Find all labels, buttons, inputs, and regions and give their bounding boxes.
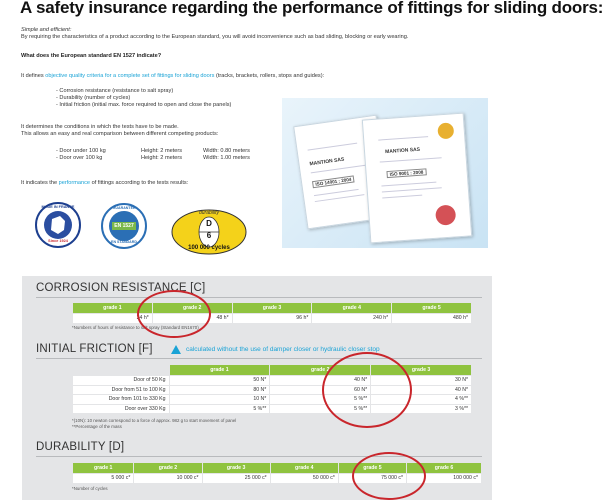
row-label: Door from 101 to 330 Kg: [73, 395, 170, 405]
table-cell: 480 h*: [392, 314, 472, 324]
table-cell: 10 000 c*: [134, 474, 202, 484]
table-header-row: [73, 303, 472, 314]
grade-header: grade 2: [134, 463, 202, 474]
section-divider: [36, 456, 482, 457]
criteria-item: - Durability (number of cycles): [56, 95, 131, 101]
highlight-circle: [322, 352, 412, 428]
door-spec-door: - Door under 100 kg: [56, 148, 106, 154]
friction-table: [72, 364, 472, 414]
made-in-france-badge: [35, 202, 81, 248]
badge-top-text: MADE IN FRANCE: [41, 205, 75, 209]
highlight-circle: [137, 290, 211, 338]
friction-note: *(10N): 10 newton correspond to a force of approx. 982 g to start movement of panel: [72, 418, 237, 423]
defines-highlight: objective quality criteria for a complete set of fittings for sliding doors: [45, 73, 215, 79]
criteria-item: - Initial friction (initial max. force required to open and close the panels): [56, 102, 232, 108]
row-label: Door from 51 to 100 Kg: [73, 385, 170, 395]
conditions-line: It determines the conditions in which the tests have to be made.: [21, 124, 179, 130]
durability-badge-cycles: 100 000 cycles: [188, 245, 230, 251]
table-cell: 240 h*: [312, 314, 392, 324]
certificate-text-line: [380, 157, 442, 162]
table-cell: 50 N*: [169, 376, 270, 386]
door-spec-width: Width: 1.00 meters: [203, 155, 250, 161]
certificate-logo-icon: [437, 122, 454, 139]
table-cell: 75 000 c*: [338, 474, 406, 484]
certificate-text-line: [381, 182, 436, 187]
door-spec-height: Height: 2 meters: [141, 155, 183, 161]
certificate-company: MANTION SAS: [309, 156, 345, 168]
table-header-row: [73, 365, 472, 376]
badge-top-text: GUARANTEE: [112, 206, 136, 210]
badge-bottom-text: EN STANDARD: [111, 240, 137, 244]
highlight-circle: [352, 452, 426, 500]
grade-header: grade 3: [202, 463, 270, 474]
table-cell: 25 000 c*: [202, 474, 270, 484]
certificate-seal-icon: [435, 204, 456, 225]
grade-header: grade 2: [152, 303, 232, 314]
corrosion-note: *Numbers of hours of resistance to salt spray (Standard EN1670): [72, 325, 199, 330]
table-cell: 5 %**: [270, 395, 371, 405]
table-cell: 96 h*: [232, 314, 312, 324]
grade-header: grade 1: [169, 365, 270, 376]
certificate-iso: ISO 9001 : 2008: [386, 168, 426, 178]
intro-text: By requiring the characteristics of a product according to the European standard, you will avoid inconvenience such as bad sliding, blocking or early wearing.: [21, 34, 409, 40]
corrosion-title: CORROSION RESISTANCE [C]: [36, 282, 206, 294]
row-label: Door over 330 Kg: [73, 404, 170, 414]
table-cell: 48 h*: [152, 314, 232, 324]
badge-bottom-text: Since 1924: [48, 239, 68, 243]
durability-badge: [170, 208, 248, 256]
table-cell: 24 h*: [73, 314, 153, 324]
section-divider: [36, 297, 482, 298]
table-cell: 100 000 c*: [407, 474, 482, 484]
table-cell: 40 N*: [371, 385, 472, 395]
performance-highlight: performance: [58, 180, 91, 186]
grade-header: grade 1: [73, 463, 134, 474]
table-row: [73, 404, 472, 414]
certificate-text-line: [382, 195, 422, 199]
performance-suffix: of fittings according to the tests results:: [90, 180, 189, 186]
grade-header: grade 4: [312, 303, 392, 314]
grade-header: grade 4: [270, 463, 338, 474]
table-row: [73, 314, 472, 324]
door-spec-height: Height: 2 meters: [141, 148, 183, 154]
conditions-line: This allows an easy and real comparison between different competing products:: [21, 131, 219, 137]
grade-header: grade 6: [407, 463, 482, 474]
durability-title: DURABILITY [D]: [36, 441, 125, 453]
durability-badge-label: durability: [198, 210, 219, 216]
certificate-company: MANTION SAS: [384, 146, 421, 156]
section-divider: [36, 358, 482, 359]
friction-title: INITIAL FRICTION [F]: [36, 343, 153, 355]
criteria-item: - Corrosion resistance (resistance to salt spray): [56, 88, 174, 94]
corrosion-table: [72, 302, 472, 324]
door-spec-door: - Door over 100 kg: [56, 155, 103, 161]
badge-code-text: EN 1527: [114, 223, 134, 229]
durability-badge-letter: D: [206, 219, 212, 228]
table-cell: 4 %**: [371, 395, 472, 405]
table-cell: 5 %**: [270, 404, 371, 414]
table-cell: 30 N*: [371, 376, 472, 386]
defines-prefix: It defines: [21, 73, 46, 79]
grade-header: grade 5: [392, 303, 472, 314]
friction-note: **Percentage of the mass: [72, 424, 122, 429]
certificate-iso: ISO 14001 : 2004: [312, 175, 355, 188]
defines-paragraph: [21, 73, 324, 80]
row-label: Door of 50 Kg: [73, 376, 170, 386]
certificate-text-line: [315, 194, 365, 202]
grade-header: grade 3: [232, 303, 312, 314]
empty-header: [73, 365, 170, 376]
warning-icon: [171, 345, 181, 354]
performance-paragraph: [21, 180, 188, 187]
grade-header: grade 5: [338, 463, 406, 474]
door-spec-width: Width: 0.80 meters: [203, 148, 250, 154]
table-cell: 50 000 c*: [270, 474, 338, 484]
grade-header: grade 2: [270, 365, 371, 376]
certificate-text-line: [308, 143, 358, 151]
certificate-text-line: [382, 187, 442, 192]
durability-note: *Number of cycles: [72, 486, 108, 491]
guarantee-badge: [100, 202, 148, 250]
performance-prefix: It indicates the: [21, 180, 59, 186]
table-cell: 3 %**: [371, 404, 472, 414]
intro-heading: Simple and efficient:: [21, 27, 72, 33]
table-cell: 60 N*: [270, 385, 371, 395]
grade-header: grade 3: [371, 365, 472, 376]
table-cell: 5 %**: [169, 404, 270, 414]
question-heading: What does the European standard EN 1527 indicate?: [21, 53, 162, 59]
table-cell: 80 N*: [169, 385, 270, 395]
grade-header: grade 1: [73, 303, 153, 314]
table-row: [73, 395, 472, 405]
page-title: A safety insurance regarding the performance of fittings for sliding doors:: [20, 0, 603, 17]
friction-warning: calculated without the use of damper closer or hydraulic closer stop: [186, 346, 380, 353]
certificate-iso-9001: [362, 113, 472, 244]
durability-badge-grade: 6: [206, 231, 212, 240]
table-cell: 5 000 c*: [73, 474, 134, 484]
defines-suffix: (tracks, brackets, rollers, stops and guides):: [214, 73, 325, 79]
table-row: [73, 376, 472, 386]
table-cell: 10 N*: [169, 395, 270, 405]
table-cell: 40 N*: [270, 376, 371, 386]
certificate-text-line: [378, 136, 428, 140]
